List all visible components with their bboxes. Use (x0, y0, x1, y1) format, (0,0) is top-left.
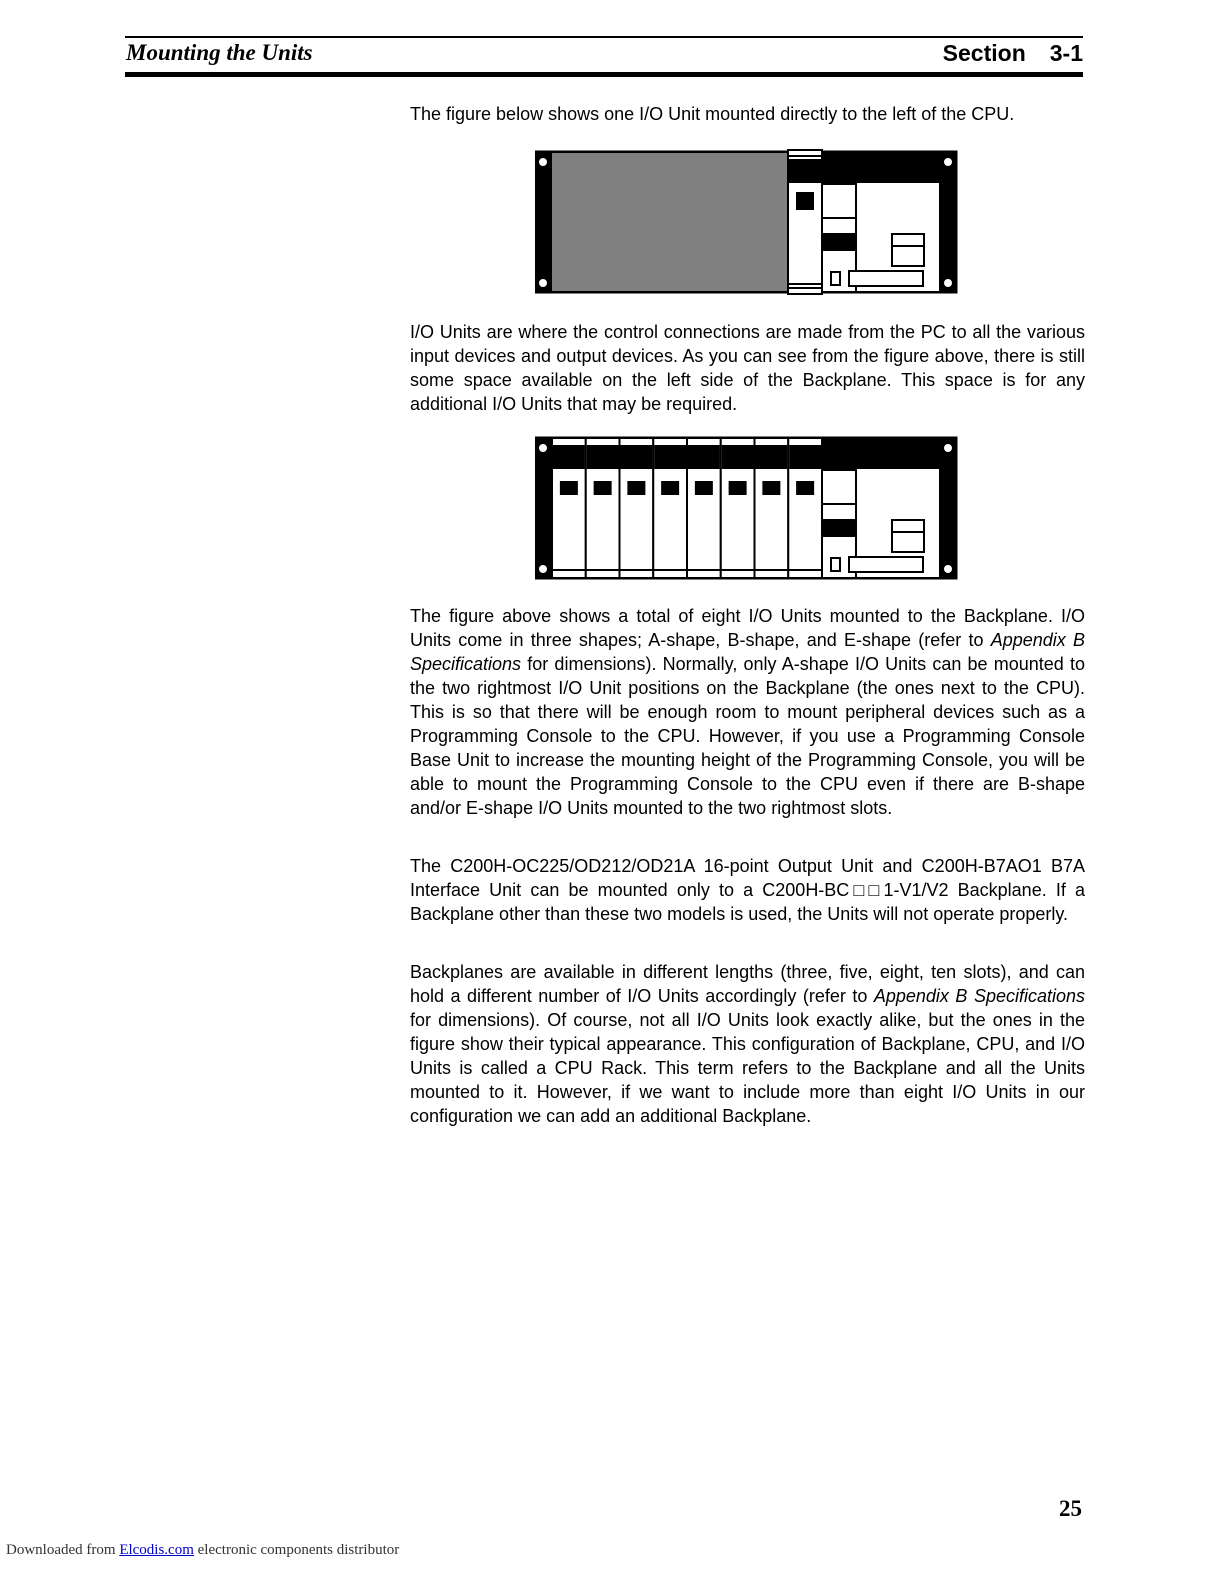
paragraph-io-shapes (410, 604, 1085, 820)
io-unit-slot (552, 438, 586, 578)
io-unit (788, 150, 822, 294)
header-rule-top (125, 36, 1083, 38)
footer-elcodis-link[interactable]: Elcodis.com (119, 1542, 194, 1558)
paragraph-backplanes (410, 960, 1085, 1128)
backplane-left-rail-2 (536, 438, 552, 578)
io-unit-slot (653, 438, 687, 578)
io-unit-slot (620, 438, 654, 578)
header-rule-bottom (125, 72, 1083, 77)
section-number: 3-1 (1049, 40, 1083, 66)
p3-text-a: The figure above shows a total of eight I/O Units mounted to the Backplane. I/O Units come in three shapes; A-shape, B-shape, and E-shape (refer to (410, 606, 1085, 650)
io-unit-slot (586, 438, 620, 578)
cpu-unit-2 (822, 438, 940, 578)
p5-appendix-ref: Appendix B Specifications (873, 986, 1085, 1006)
p5-text-a: Backplanes are available in different lengths (three, five, eight, ten slots), and can hold a different number of I/O Units accordingly (refer to (410, 962, 1085, 1006)
io-unit-slot (687, 438, 721, 578)
section-label: Section (942, 40, 1026, 66)
io-unit-slot (788, 438, 822, 578)
p3-appendix-ref: Appendix B Specifications (410, 630, 1085, 674)
footer-suffix: electronic components distributor (193, 1542, 400, 1558)
backplane-right-rail-2 (940, 438, 956, 578)
page-header-title: Mounting the Units (126, 40, 313, 65)
paragraph-intro: The figure below shows one I/O Unit mounted directly to the left of the CPU. (410, 104, 1015, 124)
p3-text-b: for dimensions). Normally, only A-shape I/O Units can be mounted to the two rightmost I/O Unit positions on the Backplane (the ones next to the CPU). This is so that there will be enough room to mount peripheral devices such as a Programming Console to the CPU. However, if you use a Programming Console Base Unit to increase the mounting height of the Programming Console, you will be able to mount the Programming Console to the CPU even if there are B-shape and/or E-shape I/O Units mounted to the two rightmost slots. (410, 654, 1085, 818)
io-units-row (552, 438, 822, 578)
backplane-left-rail (536, 152, 552, 292)
backplane-one-io-unit-figure (535, 148, 959, 296)
cpu-unit (822, 152, 940, 292)
page-header-section (943, 40, 1083, 67)
footer-prefix: Downloaded from (6, 1542, 120, 1558)
backplane-eight-io-units-figure (535, 434, 959, 584)
backplane-right-rail (940, 152, 956, 292)
io-unit-slot (721, 438, 755, 578)
page-number: 25 (1059, 1496, 1082, 1521)
empty-slot-area (552, 153, 788, 291)
paragraph-io-units: I/O Units are where the control connections are made from the PC to all the various input devices and output devices. As you can see from the figure above, there is still some space available on the left side of the Backplane. This space is for any additional I/O Units that may be required. (410, 322, 1085, 414)
footer-download-note (6, 1542, 399, 1559)
io-unit-slot (755, 438, 789, 578)
paragraph-output-unit-note: The C200H-OC225/OD212/OD21A 16-point Output Unit and C200H-B7AO1 B7A Interface Unit can be mounted only to a C200H-BC□□1-V1/V2 Backplane. If a Backplane other than these two models is used, the Units will not operate properly. (410, 856, 1085, 924)
p5-text-b: for dimensions). Of course, not all I/O Units look exactly alike, but the ones in the figure show their typical appearance. This configuration of Backplane, CPU, and I/O Units is called a CPU Rack. This term refers to the Backplane and all the Units mounted to it. However, if we want to include more than eight I/O Units in our configuration we can add an additional Backplane. (410, 1010, 1085, 1126)
